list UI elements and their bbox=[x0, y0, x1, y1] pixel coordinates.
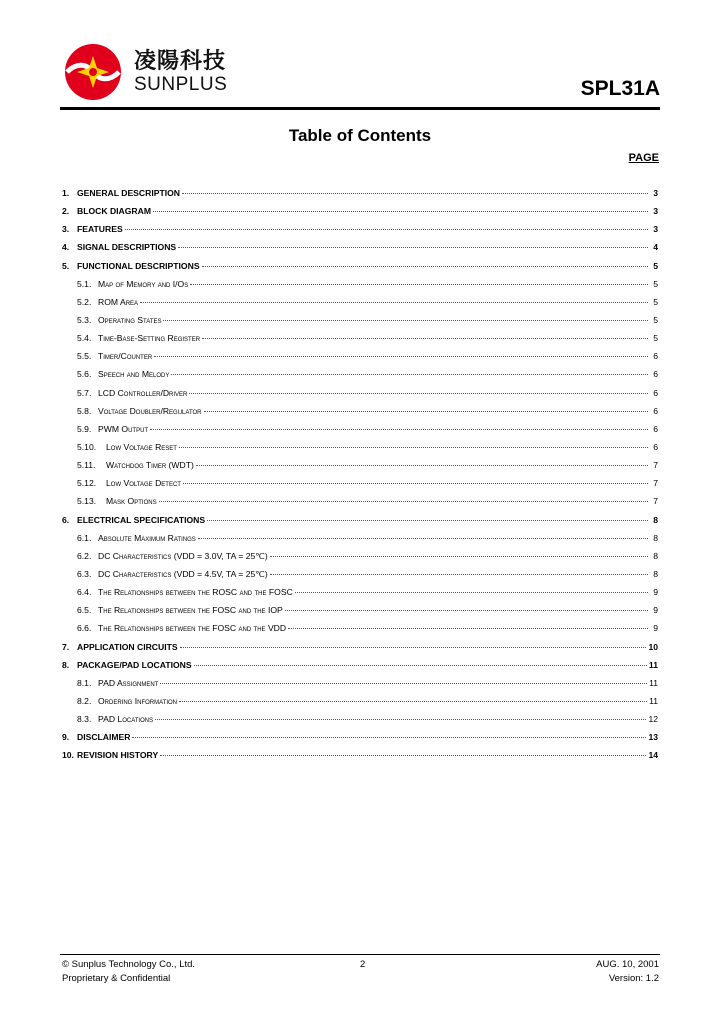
toc-entry[interactable] bbox=[62, 587, 658, 605]
toc-leader-dots bbox=[288, 628, 648, 629]
toc-entry[interactable] bbox=[62, 696, 658, 714]
toc-entry-label: PAD Locations bbox=[98, 714, 154, 725]
toc-entry[interactable] bbox=[62, 551, 658, 569]
toc-entry-number: 10. bbox=[62, 750, 74, 761]
toc-entry-page: 4 bbox=[653, 242, 658, 253]
toc-leader-dots bbox=[140, 302, 648, 303]
toc-entry[interactable] bbox=[62, 333, 658, 351]
toc-entry-page: 8 bbox=[653, 550, 658, 561]
toc-leader-dots bbox=[285, 610, 648, 611]
footer-page-number: 2 bbox=[360, 959, 366, 970]
toc-leader-dots bbox=[179, 701, 647, 702]
toc-entry[interactable] bbox=[62, 369, 658, 387]
toc-entry[interactable] bbox=[62, 714, 658, 732]
toc-entry-page: 6 bbox=[653, 387, 658, 398]
toc-entry[interactable] bbox=[62, 224, 658, 242]
toc-entry-page: 8 bbox=[653, 532, 658, 543]
toc-entry-number: 8.3. bbox=[77, 714, 92, 725]
toc-entry-page: 5 bbox=[653, 296, 658, 307]
toc-entry-label: Speech and Melody bbox=[98, 369, 170, 380]
table-of-contents bbox=[62, 188, 658, 769]
toc-leader-dots bbox=[204, 411, 649, 412]
toc-entry-page: 13 bbox=[648, 732, 658, 743]
toc-leader-dots bbox=[207, 520, 648, 521]
toc-leader-dots bbox=[182, 193, 648, 194]
toc-entry-number: 3. bbox=[62, 224, 70, 235]
toc-entry-page: 6 bbox=[653, 423, 658, 434]
toc-entry-number: 5.1. bbox=[77, 278, 92, 289]
toc-entry-page: 5 bbox=[653, 260, 658, 271]
toc-entry[interactable] bbox=[62, 261, 658, 279]
toc-entry-label: BLOCK DIAGRAM bbox=[77, 206, 151, 217]
toc-entry-number: 5. bbox=[62, 260, 70, 271]
toc-leader-dots bbox=[198, 538, 648, 539]
toc-entry-page: 7 bbox=[653, 496, 658, 507]
toc-leader-dots bbox=[179, 447, 648, 448]
toc-entry-label: The Relationships between the FOSC and the IOP bbox=[98, 605, 283, 616]
toc-entry[interactable] bbox=[62, 750, 658, 768]
toc-entry-page: 9 bbox=[653, 623, 658, 634]
toc-entry-page: 9 bbox=[653, 605, 658, 616]
toc-entry-page: 9 bbox=[653, 587, 658, 598]
toc-entry-label: APPLICATION CIRCUITS bbox=[77, 641, 178, 652]
toc-entry[interactable] bbox=[62, 424, 658, 442]
toc-entry-number: 5.3. bbox=[77, 314, 92, 325]
toc-entry-page: 6 bbox=[653, 351, 658, 362]
toc-entry[interactable] bbox=[62, 496, 658, 514]
toc-entry-label: Low Voltage Detect bbox=[106, 478, 181, 489]
toc-entry-number: 8.1. bbox=[77, 677, 92, 688]
toc-entry-page: 11 bbox=[648, 659, 658, 670]
toc-leader-dots bbox=[189, 393, 648, 394]
toc-entry-number: 6.3. bbox=[77, 568, 92, 579]
toc-entry-label: Ordering Information bbox=[98, 695, 178, 706]
page-title: Table of Contents bbox=[288, 126, 432, 145]
toc-leader-dots bbox=[183, 483, 648, 484]
footer-date: AUG. 10, 2001 bbox=[596, 959, 659, 970]
toc-entry-page: 10 bbox=[648, 641, 658, 652]
toc-entry-number: 8. bbox=[62, 659, 70, 670]
toc-entry-number: 5.12. bbox=[77, 478, 97, 489]
toc-entry-page: 5 bbox=[653, 278, 658, 289]
toc-leader-dots bbox=[125, 229, 648, 230]
header-rule bbox=[60, 107, 660, 110]
toc-entry-label: Absolute Maximum Ratings bbox=[98, 532, 196, 543]
toc-entry-number: 6.2. bbox=[77, 550, 92, 561]
toc-leader-dots bbox=[150, 429, 648, 430]
toc-entry-number: 2. bbox=[62, 206, 70, 217]
toc-leader-dots bbox=[159, 501, 648, 502]
toc-entry[interactable] bbox=[62, 678, 658, 696]
toc-entry-label: Voltage Doubler/Regulator bbox=[98, 405, 202, 416]
toc-leader-dots bbox=[163, 320, 648, 321]
toc-entry-page: 7 bbox=[653, 478, 658, 489]
toc-entry[interactable] bbox=[62, 242, 658, 260]
toc-entry-label: Timer/Counter bbox=[98, 351, 153, 362]
toc-entry[interactable] bbox=[62, 642, 658, 660]
toc-entry[interactable] bbox=[62, 351, 658, 369]
toc-entry-label: PACKAGE/PAD LOCATIONS bbox=[77, 659, 192, 670]
toc-entry[interactable] bbox=[62, 188, 658, 206]
toc-entry-page: 11 bbox=[649, 695, 658, 706]
toc-entry-page: 8 bbox=[653, 568, 658, 579]
toc-entry[interactable] bbox=[62, 297, 658, 315]
toc-entry-page: 12 bbox=[648, 714, 658, 725]
toc-entry-label: Low Voltage Reset bbox=[106, 441, 177, 452]
toc-entry[interactable] bbox=[62, 623, 658, 641]
toc-leader-dots bbox=[154, 356, 648, 357]
toc-leader-dots bbox=[180, 647, 647, 648]
toc-entry-label: Mask Options bbox=[106, 496, 157, 507]
toc-entry-number: 5.11. bbox=[77, 460, 96, 471]
toc-entry-number: 6.6. bbox=[77, 623, 92, 634]
toc-entry-page: 5 bbox=[653, 333, 658, 344]
toc-entry-page: 3 bbox=[653, 224, 658, 235]
footer-confidential: Proprietary & Confidential bbox=[62, 973, 171, 984]
footer-version: Version: 1.2 bbox=[608, 973, 659, 984]
toc-entry-number: 6.4. bbox=[77, 587, 92, 598]
toc-entry-number: 5.5. bbox=[77, 351, 92, 362]
toc-leader-dots bbox=[270, 574, 648, 575]
toc-entry-number: 5.4. bbox=[77, 333, 92, 344]
toc-entry-label: PWM Output bbox=[98, 423, 149, 434]
toc-entry-label: REVISION HISTORY bbox=[77, 750, 159, 761]
toc-entry-page: 5 bbox=[653, 314, 658, 325]
toc-leader-dots bbox=[190, 284, 648, 285]
toc-leader-dots bbox=[295, 592, 648, 593]
toc-entry[interactable] bbox=[62, 442, 658, 460]
toc-entry-label: Operating States bbox=[98, 314, 162, 325]
toc-entry[interactable] bbox=[62, 515, 658, 533]
toc-entry-label: PAD Assignment bbox=[98, 677, 159, 688]
toc-entry-label: Time-Base-Setting Register bbox=[98, 333, 201, 344]
toc-entry[interactable] bbox=[62, 206, 658, 224]
toc-leader-dots bbox=[160, 683, 647, 684]
toc-entry-label: ROM Area bbox=[98, 296, 139, 307]
toc-leader-dots bbox=[270, 556, 648, 557]
toc-entry-number: 6.1. bbox=[77, 532, 92, 543]
toc-leader-dots bbox=[202, 266, 648, 267]
toc-entry-label: FEATURES bbox=[77, 224, 123, 235]
brand-english-name: SUNPLUS bbox=[134, 74, 228, 95]
toc-entry-number: 9. bbox=[62, 732, 70, 743]
brand-chinese-name: 凌陽科技 bbox=[134, 49, 227, 74]
toc-entry-page: 3 bbox=[653, 188, 658, 198]
toc-entry-label: SIGNAL DESCRIPTIONS bbox=[77, 242, 177, 253]
toc-entry[interactable] bbox=[62, 315, 658, 333]
toc-leader-dots bbox=[196, 465, 648, 466]
toc-entry-page: 8 bbox=[653, 514, 658, 525]
toc-entry-label: Map of Memory and I/Os bbox=[98, 278, 189, 289]
toc-entry[interactable] bbox=[62, 569, 658, 587]
toc-entry-label: FUNCTIONAL DESCRIPTIONS bbox=[77, 260, 200, 271]
toc-leader-dots bbox=[155, 719, 646, 720]
product-code: SPL31A bbox=[580, 77, 660, 100]
toc-leader-dots bbox=[194, 665, 647, 666]
toc-entry-label: DC Characteristics (VDD = 4.5V, TA = 25℃) bbox=[98, 568, 268, 579]
toc-entry-number: 1. bbox=[62, 188, 70, 198]
toc-leader-dots bbox=[171, 374, 648, 375]
sunplus-logo-icon bbox=[63, 42, 123, 102]
toc-entry[interactable] bbox=[62, 533, 658, 551]
toc-entry-page: 14 bbox=[648, 750, 658, 761]
toc-entry[interactable] bbox=[62, 660, 658, 678]
toc-entry[interactable] bbox=[62, 388, 658, 406]
toc-entry-label: ELECTRICAL SPECIFICATIONS bbox=[77, 514, 206, 525]
toc-entry-number: 5.10. bbox=[77, 441, 97, 452]
toc-entry-label: The Relationships between the ROSC and the FOSC bbox=[98, 587, 293, 598]
toc-entry-label: DISCLAIMER bbox=[77, 732, 131, 743]
toc-leader-dots bbox=[153, 211, 648, 212]
footer-company: © Sunplus Technology Co., Ltd. bbox=[62, 959, 196, 970]
toc-entry[interactable] bbox=[62, 406, 658, 424]
page-column-header: PAGE bbox=[628, 152, 659, 164]
toc-entry-number: 6.5. bbox=[77, 605, 92, 616]
toc-entry-label: The Relationships between the FOSC and the VDD bbox=[98, 623, 287, 634]
toc-leader-dots bbox=[132, 737, 646, 738]
toc-leader-dots bbox=[178, 247, 648, 248]
toc-entry[interactable] bbox=[62, 478, 658, 496]
toc-entry[interactable] bbox=[62, 279, 658, 297]
toc-entry-page: 11 bbox=[649, 677, 658, 688]
toc-entry-number: 5.9. bbox=[77, 423, 92, 434]
toc-entry-page: 3 bbox=[653, 206, 658, 217]
toc-leader-dots bbox=[160, 755, 646, 756]
toc-entry[interactable] bbox=[62, 732, 658, 750]
toc-entry-page: 6 bbox=[653, 369, 658, 380]
toc-entry-number: 5.7. bbox=[77, 387, 92, 398]
toc-entry[interactable] bbox=[62, 460, 658, 478]
toc-entry-number: 5.2. bbox=[77, 296, 92, 307]
toc-entry-number: 5.8. bbox=[77, 405, 92, 416]
toc-entry-page: 7 bbox=[653, 460, 658, 471]
toc-entry-label: GENERAL DESCRIPTION bbox=[77, 188, 180, 198]
toc-entry-number: 5.6. bbox=[77, 369, 92, 380]
toc-entry-page: 6 bbox=[653, 405, 658, 416]
footer-rule bbox=[60, 954, 660, 955]
toc-entry-number: 5.13. bbox=[77, 496, 97, 507]
toc-entry-number: 6. bbox=[62, 514, 70, 525]
toc-entry-label: LCD Controller/Driver bbox=[98, 387, 188, 398]
toc-entry-number: 4. bbox=[62, 242, 70, 253]
toc-entry-number: 8.2. bbox=[77, 695, 92, 706]
toc-entry-page: 6 bbox=[653, 441, 658, 452]
toc-entry-label: DC Characteristics (VDD = 3.0V, TA = 25℃) bbox=[98, 550, 268, 561]
toc-entry-label: Watchdog Timer (WDT) bbox=[106, 460, 194, 471]
toc-entry[interactable] bbox=[62, 605, 658, 623]
toc-entry-number: 7. bbox=[62, 641, 70, 652]
toc-leader-dots bbox=[202, 338, 648, 339]
